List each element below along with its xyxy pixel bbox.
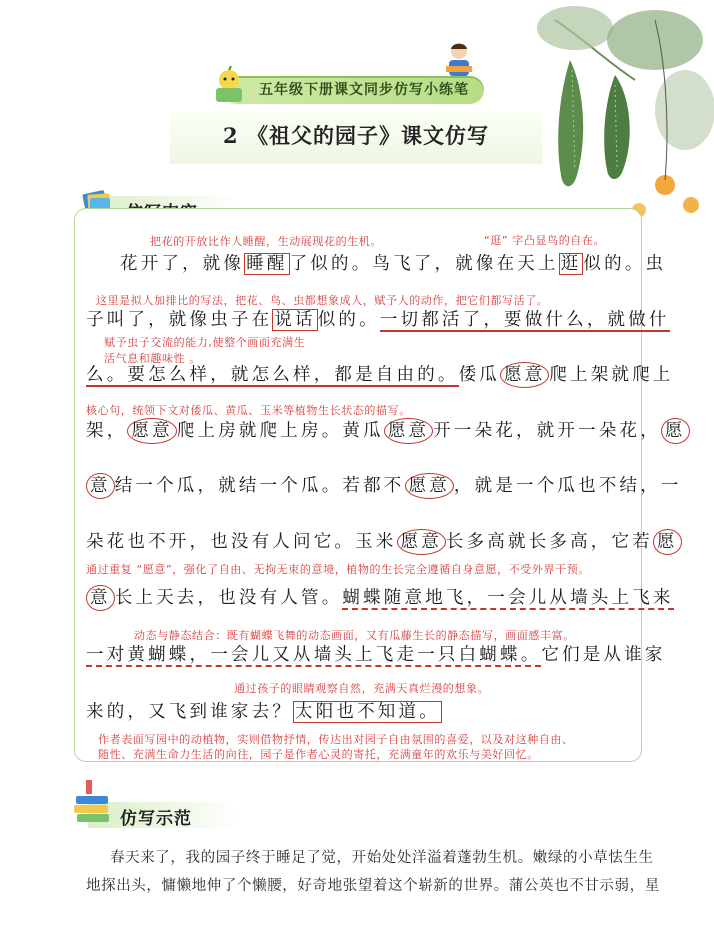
annotation: 随性、充满生命力生活的向往，园子是作者心灵的寄托，充满童年的欢乐与美好回忆。 [98,748,539,761]
text-span: 似的。 [317,310,380,330]
annotation: “逛” 字凸显鸟的自在。 [484,234,606,247]
text-span: 架， [86,421,128,441]
text-span: 倭瓜 [458,365,501,385]
text-span: 长多高就长多高，它若 [445,532,653,552]
text-line [86,471,682,501]
text-span: 开一朵花，就开一朵花， [433,421,661,441]
text-span: 爬上架就爬上 [549,365,674,385]
text-line [86,697,646,727]
circled-word: 愿意 [127,418,176,444]
annotation: 核心句，统领下文对倭瓜、黄瓜、玉米等植物生长状态的描写。 [86,404,411,417]
demo-paragraph-line: 春天来了，我的园子终于睡足了觉，开始处处洋溢着蓬勃生机。嫩绿的小草怯生生 [110,850,654,866]
circled-word: 愿 [653,529,682,555]
annotation: 赋予虫子交流的能力,使整个画面充满生 [104,336,306,349]
underlined-text: 么。要怎么样，就怎么样，都是自由的。 [86,365,459,385]
circled-word: 意 [86,473,115,499]
annotation: 这里是拟人加排比的写法，把花、鸟、虫都想象成人，赋予人的动作，把它们都写活了。 [96,294,549,307]
text-span: 花开了，就像 [120,254,245,274]
boxed-word: 说话 [274,310,316,330]
text-span: 结一个瓜，就结一个瓜。若都不 [114,476,405,496]
text-span: 朵花也不开，也没有人问它。玉米 [86,532,397,552]
boxed-word: 睡醒 [246,254,288,274]
text-span: 爬上房就爬上房。黄瓜 [176,421,384,441]
circled-word: 愿意 [397,529,446,555]
text-span: 了似的。鸟飞了，就像在天上 [289,254,559,274]
books-icon [72,778,112,826]
text-span: 来的，又飞到谁家去？ [86,702,293,722]
annotation: 作者表面写园中的动植物，实则借物抒情，传达出对园子自由氛围的喜爱，以及对这种自由、 [98,733,574,746]
boy-reading-icon [440,40,478,80]
text-line [86,360,674,390]
underlined-text: 一切都活了，要做什么，就做什 [379,310,670,330]
circled-word: 意 [86,585,115,611]
text-line [120,249,680,279]
text-line [86,527,678,557]
circled-word: 愿意 [384,418,433,444]
dashed-underlined-text: 一对黄蝴蝶，一会儿又从墙头上飞走一只白蝴蝶。 [86,645,542,665]
annotation: 动态与静态结合：既有蝴蝶飞舞的动态画面，又有瓜藤生长的静态描写，画面感丰富。 [134,629,575,642]
dashed-underlined-text: 蝴蝶随意地飞，一会儿从墙头上飞来 [342,588,674,608]
text-span: 似的。虫 [583,254,667,274]
demo-paragraph-line: 地探出头，慵懒地伸了个懒腰，好奇地张望着这个崭新的世界。蒲公英也不甘示弱，星 [86,878,660,894]
circled-word: 愿意 [405,473,454,499]
page-title: 2 《祖父的园子》课文仿写 [223,123,489,148]
gourd-plant-illustration [515,0,714,230]
text-span: 长上天去，也没有人管。 [114,588,343,608]
circled-word: 愿意 [500,362,549,388]
boxed-word: 逛 [560,254,582,274]
text-line [86,305,670,335]
circled-word: 愿 [661,418,690,444]
annotation: 通过重复 “愿意”，强化了自由、无拘无束的意境，植物的生长完全遵循自身意愿，不受外界干预。 [86,563,590,576]
text-line [86,416,686,446]
annotation: 活气息和趣味性 。 [104,352,201,365]
boxed-word: 太阳也不知道。 [295,702,440,722]
annotation: 通过孩子的眼睛观察自然，充满天真烂漫的想象。 [234,682,490,695]
annotation: 把花的开放比作人睡醒，生动展现花的生机。 [150,235,382,248]
text-line [86,583,674,613]
mascot-icon [210,66,248,106]
text-span: 子叫了，就像虫子在 [86,310,273,330]
text-span: ，就是一个瓜也不结，一 [453,476,682,496]
section-title-demo: 仿写示范 [120,809,192,829]
text-span: 它们是从谁家 [541,645,666,665]
banner-text: 五年级下册课文同步仿写小练笔 [259,82,469,98]
text-line [86,640,666,670]
